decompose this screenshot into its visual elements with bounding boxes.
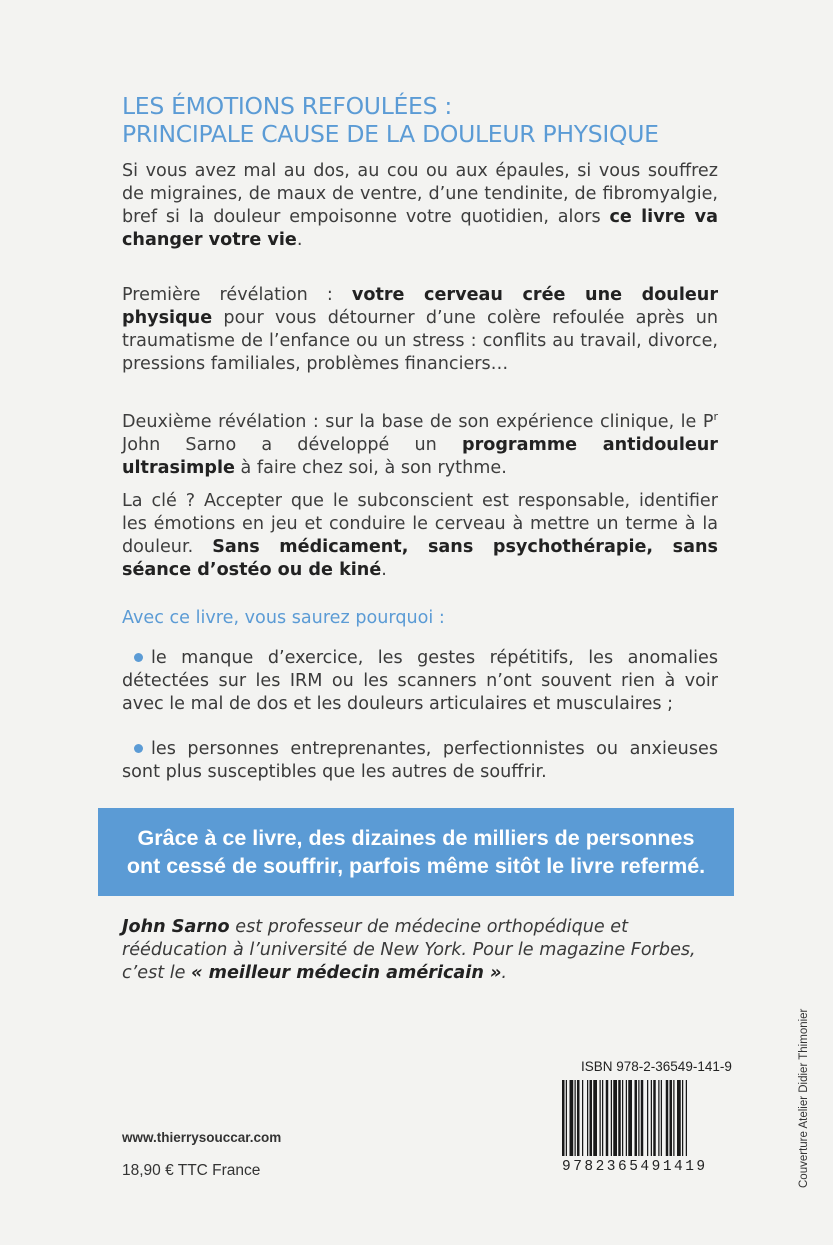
paragraph-second-revelation-end: à faire chez soi, à son rythme. — [234, 457, 507, 478]
list-item-text: le manque d’exercice, les gestes répétitifs, les anomalies détectées sur les IRM ou les scanners n’ont souvent rien à voir avec le mal de dos et les douleurs articulaires et musculaires ; — [122, 648, 718, 714]
price-label: 18,90 € TTC France — [122, 1162, 261, 1179]
list-item — [122, 647, 718, 716]
barcode-number: 9782365491419 — [562, 1159, 708, 1175]
barcode-icon — [560, 1080, 728, 1156]
professor-abbrev-superscript: r — [713, 410, 718, 423]
back-cover-title — [122, 92, 762, 148]
paragraph-second-revelation-text: Deuxième révélation : sur la base de son expérience clinique, le P — [122, 411, 714, 432]
paragraph-first-revelation — [122, 284, 718, 376]
isbn-label: ISBN 978-2-36549-141-9 — [581, 1059, 732, 1074]
author-bio-end: . — [501, 963, 507, 983]
paragraph-intro-end: . — [296, 230, 303, 250]
bullet-dot-icon — [134, 744, 143, 753]
title-line-2: PRINCIPALE CAUSE DE LA DOULEUR PHYSIQUE — [122, 120, 659, 148]
paragraph-second-revelation — [122, 405, 718, 480]
bullet-dot-icon — [134, 653, 143, 662]
subheading: Avec ce livre, vous saurez pourquoi : — [122, 608, 445, 628]
paragraph-key — [122, 490, 718, 582]
paragraph-second-revelation-bold: programme antidouleur ultrasimple — [122, 434, 718, 478]
paragraph-key-text: La clé ? Accepter que le subconscient est responsable, identifier les émotions en jeu et conduire le cerveau à mettre un terme à la douleur. — [122, 491, 718, 557]
cover-credit: Couverture Atelier Didier Thimonier — [798, 1008, 810, 1188]
list-item — [122, 738, 718, 784]
paragraph-first-revelation-end: pour vous détourner d’une colère refoulée après un traumatisme de l’enfance ou un stress : conflits au travail, divorce, pressions familiales, problèmes financiers… — [122, 308, 718, 374]
paragraph-key-end: . — [381, 560, 387, 580]
paragraph-key-bold: Sans médicament, sans psychothérapie, sans séance d’ostéo ou de kiné — [122, 537, 718, 580]
publisher-website: www.thierrysouccar.com — [122, 1130, 282, 1145]
highlight-banner — [98, 808, 734, 896]
banner-line-2: ont cessé de souffrir, parfois même sitôt le livre refermé. — [126, 854, 706, 878]
list-item-text: les personnes entreprenantes, perfectionnistes ou anxieuses sont plus susceptibles que les autres de souffrir. — [122, 739, 718, 782]
paragraph-first-revelation-text: Première révélation : — [122, 285, 352, 305]
paragraph-second-revelation-text2: John Sarno a développé un — [122, 434, 462, 455]
author-bio — [122, 916, 722, 985]
banner-line-1: Grâce à ce livre, des dizaines de milliers de personnes — [137, 826, 695, 850]
author-bio-text: est professeur de médecine orthopédique et rééducation à l’université de New York. Pour le magazine Forbes, c’est le — [122, 917, 696, 983]
title-line-1: LES ÉMOTIONS REFOULÉES : — [122, 92, 452, 120]
paragraph-intro-text: Si vous avez mal au dos, au cou ou aux épaules, si vous souffrez de migraines, de maux de ventre, d’une tendinite, de fibromyalgie, bref si la douleur empoisonne votre quotidien, alors — [122, 161, 718, 227]
author-bio-bold: « meilleur médecin américain » — [191, 963, 502, 983]
paragraph-intro — [122, 160, 718, 252]
paragraph-first-revelation-bold: votre cerveau crée une douleur physique — [122, 285, 718, 328]
paragraph-intro-bold: ce livre va changer votre vie — [122, 207, 718, 250]
author-name: John Sarno — [122, 917, 230, 937]
